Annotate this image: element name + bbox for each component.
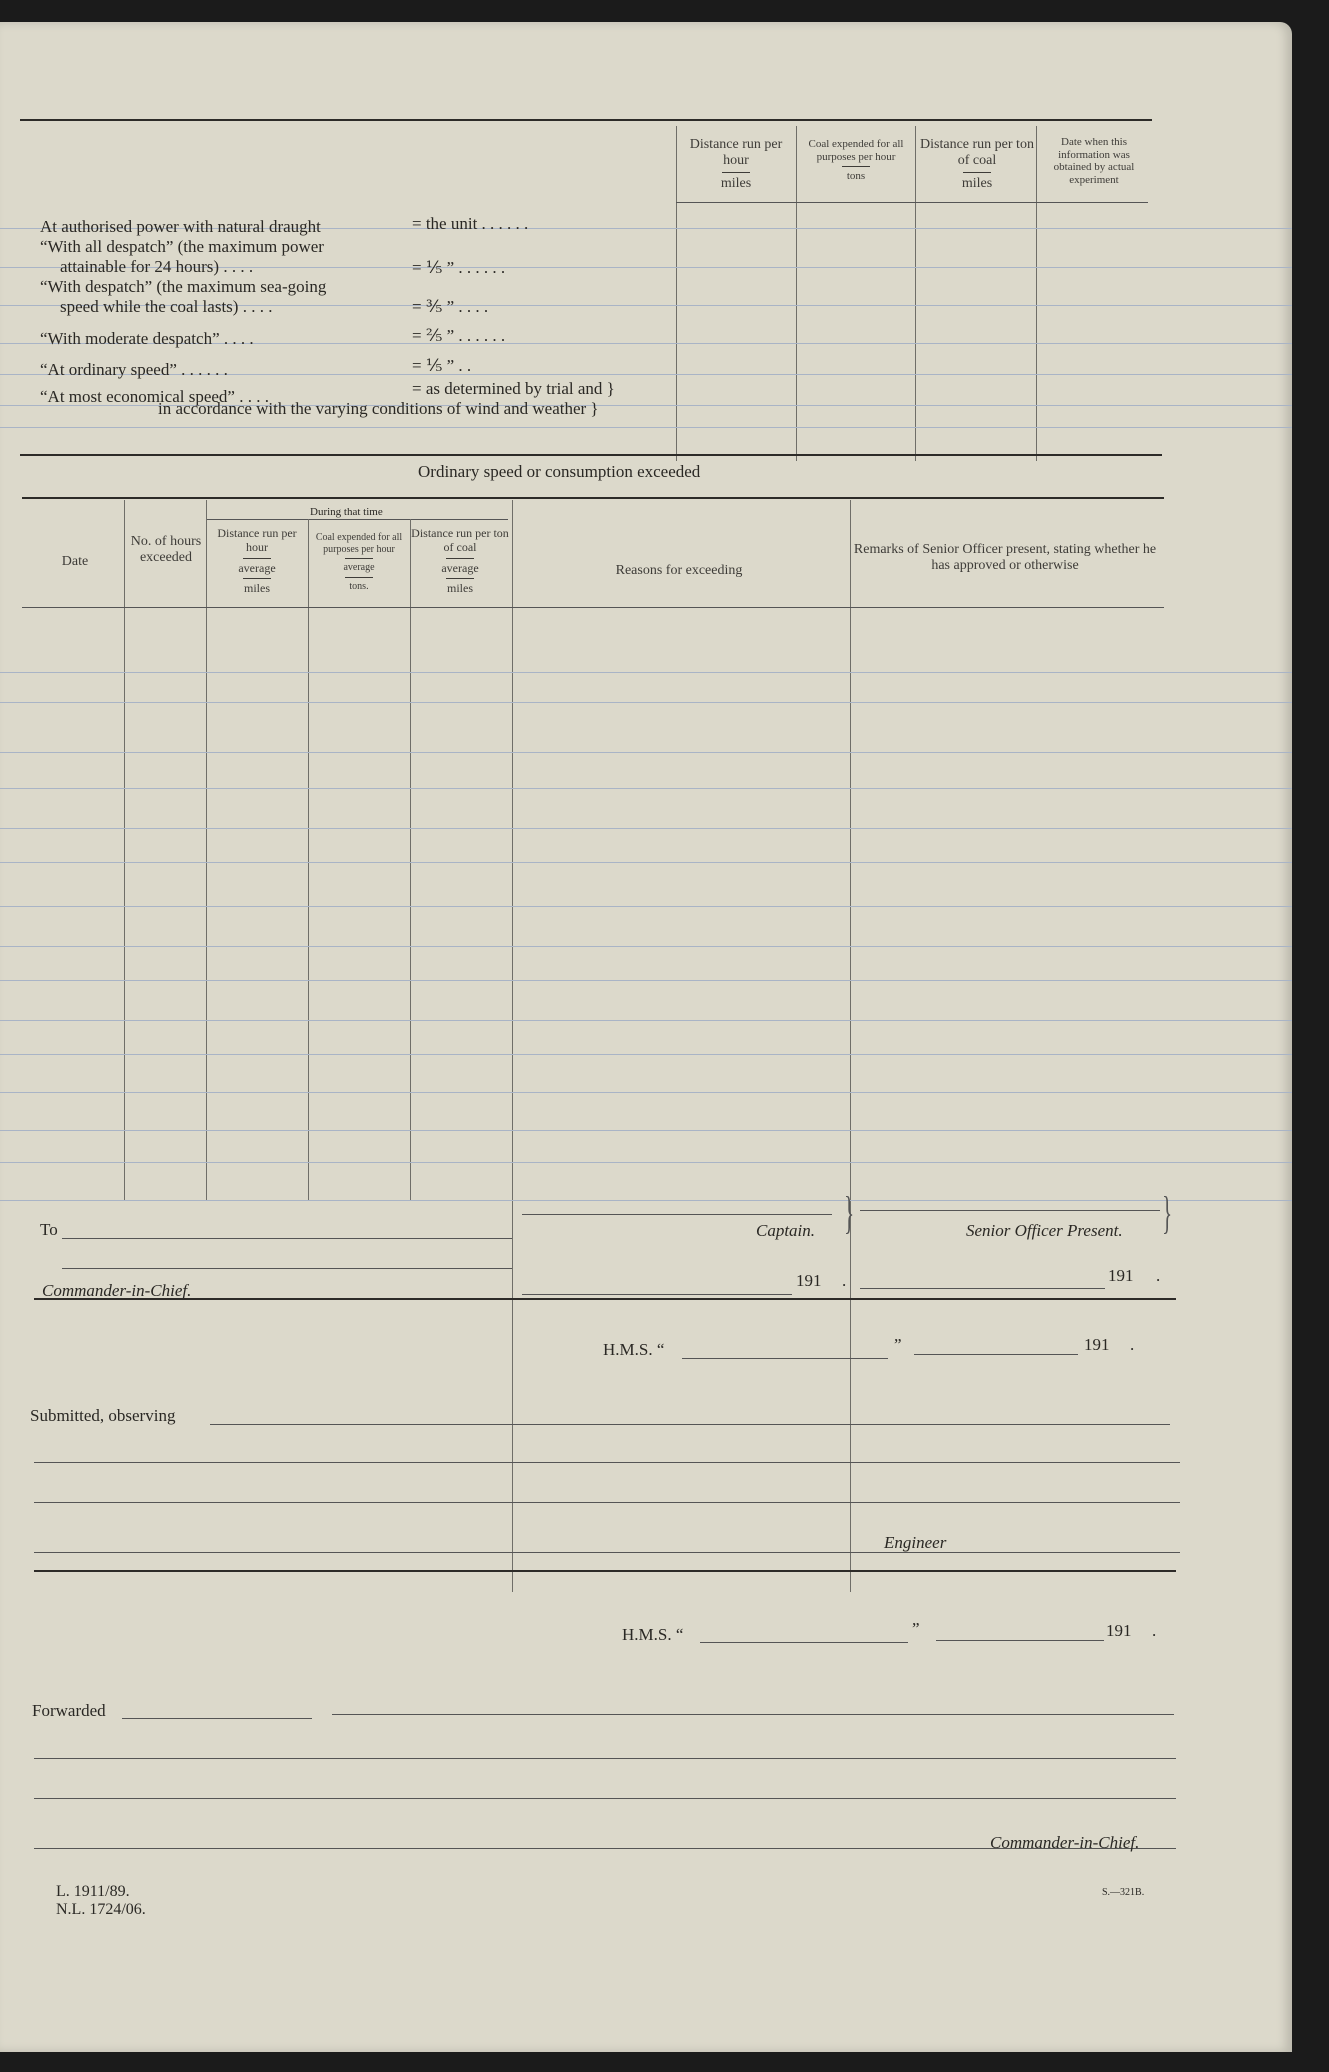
top-header-underline — [676, 202, 1148, 203]
captain-date-line[interactable] — [522, 1294, 792, 1295]
speed-row-all-despatch-value: = ⅕ ” . . . . . . — [412, 258, 506, 277]
senior-officer-brace: } — [1162, 1187, 1173, 1238]
hdr-distance-per-hour-unit: miles — [720, 176, 752, 192]
speed-row-economical-2: in accordance with the varying conditions of wind and weather } — [158, 399, 599, 418]
forwarded-label: Forwarded — [32, 1701, 106, 1720]
hms-quote-close-2: ” — [912, 1619, 920, 1638]
col-coal-unit: tons. — [349, 580, 369, 592]
hms-dot-2: . — [1152, 1621, 1157, 1640]
hdr-coal-expended-unit: tons — [846, 170, 866, 183]
hms-year-1: 191 — [1084, 1335, 1110, 1354]
hms-label-1: H.M.S. “ — [603, 1340, 665, 1359]
rule — [0, 1092, 1292, 1093]
hms-date-line-1[interactable] — [914, 1354, 1078, 1355]
col-reasons — [514, 563, 844, 579]
hdr-distance-per-hour — [680, 137, 792, 192]
col-coal-sub: average — [343, 562, 375, 573]
form-page — [0, 22, 1292, 2052]
top-vline-3 — [915, 126, 916, 461]
captain-date-year: 191 — [796, 1271, 822, 1290]
col-distance-ton-unit: miles — [447, 581, 473, 596]
speed-row-all-despatch-2: attainable for 24 hours) . . . . — [60, 257, 254, 276]
rule — [0, 702, 1292, 703]
hdr-date-obtained — [1038, 136, 1150, 187]
signature-bottom-rule — [34, 1298, 1176, 1300]
hdr-distance-per-ton-unit: miles — [961, 176, 993, 192]
rule — [0, 980, 1292, 981]
forwarded-line-2[interactable] — [34, 1758, 1176, 1759]
during-that-time-label: During that time — [310, 506, 383, 518]
col-hours — [128, 534, 204, 566]
exceeded-top-rule — [22, 497, 1164, 499]
rule — [0, 828, 1292, 829]
speed-row-economical-value: = as determined by trial and } — [412, 379, 615, 398]
hdr-coal-expended — [800, 138, 912, 183]
top-vline-4 — [1036, 126, 1037, 461]
forwarded-commander-label: Commander-in-Chief. — [990, 1833, 1140, 1852]
rule — [0, 1200, 1292, 1201]
col-distance-hour — [208, 527, 306, 596]
senior-date-year: 191 — [1108, 1266, 1134, 1285]
top-vline-1 — [676, 126, 677, 461]
captain-brace: } — [844, 1187, 855, 1238]
col-coal — [310, 532, 408, 592]
speed-row-moderate: “With moderate despatch” . . . . — [40, 329, 254, 348]
captain-label: Captain. — [756, 1221, 816, 1240]
submitted-line-1[interactable] — [210, 1424, 1170, 1425]
ex-vline-2 — [206, 500, 207, 1200]
footer-ref-1: L. 1911/89. — [56, 1883, 130, 1900]
top-vline-2 — [796, 126, 797, 461]
col-distance-ton — [410, 527, 510, 596]
rule — [0, 946, 1292, 947]
rule — [0, 1020, 1292, 1021]
col-distance-hour-sub: average — [238, 560, 276, 575]
to-line[interactable] — [62, 1238, 512, 1239]
rule — [0, 427, 1292, 428]
speed-row-ordinary: “At ordinary speed” . . . . . . — [40, 360, 228, 379]
rule — [0, 1162, 1292, 1163]
to-line-2[interactable] — [62, 1268, 512, 1269]
col-remarks-label: Remarks of Senior Officer present, stating whether he has approved or otherwise — [853, 542, 1157, 574]
hms-dot-1: . — [1130, 1335, 1135, 1354]
senior-date-dot: . — [1156, 1266, 1161, 1285]
speed-row-ordinary-value: = ⅕ ” . . — [412, 356, 472, 375]
ex-header-underline — [22, 607, 1164, 608]
forwarded-line-3[interactable] — [34, 1798, 1176, 1799]
speed-row-all-despatch: “With all despatch” (the maximum power — [40, 237, 324, 256]
col-distance-ton-sub: average — [441, 560, 479, 575]
col-coal-label: Coal expended for all purposes per hour — [315, 532, 403, 555]
hms-quote-close-1: ” — [894, 1335, 902, 1354]
hdr-distance-per-hour-label: Distance run per hour — [689, 137, 783, 169]
col-reasons-label: Reasons for exceeding — [615, 563, 743, 578]
top-rule — [20, 119, 1152, 121]
rule — [0, 1130, 1292, 1131]
during-rule — [206, 519, 508, 520]
to-label: To — [40, 1220, 58, 1239]
captain-date-dot: . — [842, 1271, 847, 1290]
senior-date-line[interactable] — [860, 1288, 1105, 1289]
col-distance-hour-unit: miles — [244, 581, 270, 596]
hms-ship-line-2[interactable] — [700, 1642, 908, 1643]
footer-ref-2: N.L. 1724/06. — [56, 1901, 146, 1918]
senior-officer-label: Senior Officer Present. — [966, 1221, 1123, 1240]
hdr-coal-expended-label: Coal expended for all purposes per hour — [808, 138, 904, 163]
hms-year-2: 191 — [1106, 1621, 1132, 1640]
ex-vline-4 — [410, 519, 411, 1200]
speed-row-moderate-value: = ⅖ ” . . . . . . — [412, 326, 506, 345]
ex-vline-1 — [124, 500, 125, 1200]
ex-vline-3 — [308, 519, 309, 1200]
speed-row-despatch-value: = ⅗ ” . . . . — [412, 297, 489, 316]
hms-label-2: H.M.S. “ — [622, 1625, 684, 1644]
forwarded-line-1a[interactable] — [122, 1718, 312, 1719]
submitted-observing-label: Submitted, observing — [30, 1406, 176, 1425]
hms-ship-line-1[interactable] — [682, 1358, 888, 1359]
captain-line[interactable] — [522, 1214, 832, 1215]
submitted-line-2[interactable] — [34, 1462, 1180, 1463]
rule — [0, 1054, 1292, 1055]
col-distance-ton-label: Distance run per ton of coal — [411, 526, 509, 554]
hdr-date-obtained-label: Date when this information was obtained by actual experiment — [1053, 136, 1135, 186]
col-distance-hour-label: Distance run per hour — [217, 526, 297, 554]
engineer-label: Engineer — [884, 1533, 947, 1552]
speed-row-authorised: At authorised power with natural draught — [40, 217, 321, 236]
speed-row-despatch: “With despatch” (the maximum sea-going — [40, 277, 327, 296]
submitted-line-3[interactable] — [34, 1502, 1180, 1503]
hms-date-line-2[interactable] — [936, 1640, 1104, 1641]
footer-form-number: S.—321B. — [1102, 1887, 1145, 1898]
speed-row-despatch-2: speed while the coal lasts) . . . . — [60, 297, 273, 316]
senior-officer-line[interactable] — [860, 1210, 1160, 1211]
section-title-ordinary-exceeded: Ordinary speed or consumption exceeded — [418, 462, 701, 481]
rule — [0, 788, 1292, 789]
col-date — [30, 554, 120, 570]
col-remarks — [850, 542, 1160, 574]
rule — [0, 906, 1292, 907]
commander-in-chief-label: Commander-in-Chief. — [42, 1281, 192, 1300]
ex-vline-6 — [850, 500, 851, 1592]
rule — [0, 672, 1292, 673]
speed-row-authorised-value: = the unit . . . . . . — [412, 214, 529, 233]
forwarded-line-1b[interactable] — [332, 1714, 1174, 1715]
speed-row-economical: “At most economical speed” . . . . — [40, 387, 269, 406]
hdr-distance-per-ton-label: Distance run per ton of coal — [920, 137, 1034, 169]
rule — [0, 862, 1292, 863]
rule — [0, 752, 1292, 753]
ex-vline-5 — [512, 500, 513, 1592]
hdr-distance-per-ton — [918, 137, 1036, 192]
col-date-label: Date — [61, 554, 89, 569]
top-section-bottom-rule — [20, 454, 1162, 456]
submission-bottom-rule — [34, 1570, 1176, 1572]
submitted-line-4[interactable] — [34, 1552, 1180, 1553]
col-hours-label: No. of hours exceeded — [130, 534, 202, 566]
